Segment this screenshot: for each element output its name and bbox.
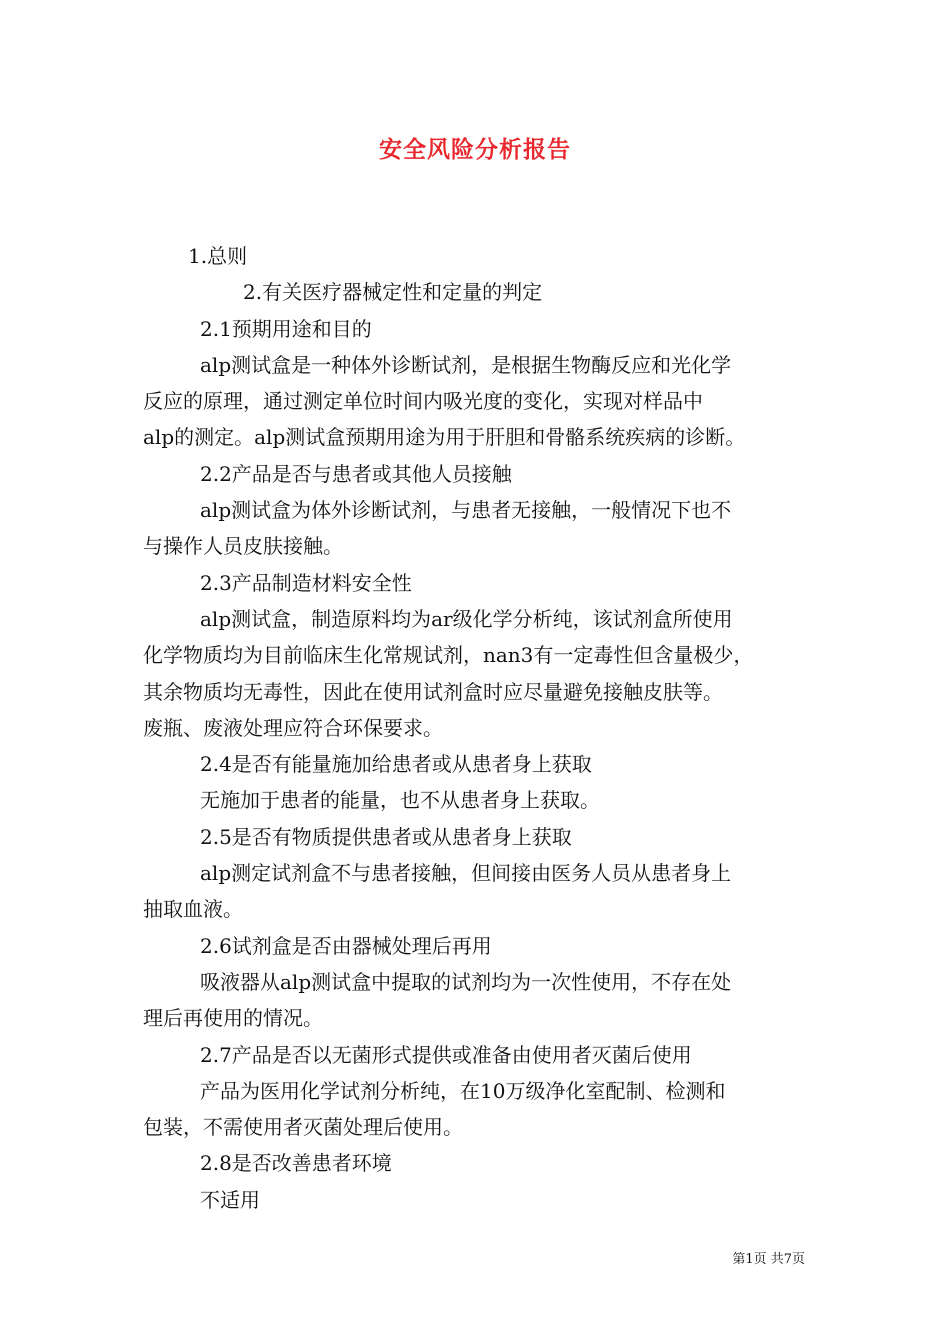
subsection-heading-2-8: 2.8是否改善患者环境 (200, 1151, 392, 1176)
paragraph-line: alp测试盒，制造原料均为ar级化学分析纯，该试剂盒所使用 (200, 606, 733, 631)
paragraph-line: 无施加于患者的能量，也不从患者身上获取。 (200, 788, 600, 813)
subsection-heading-2-3: 2.3产品制造材料安全性 (200, 570, 412, 595)
subsection-heading-2-5: 2.5是否有物质提供患者或从患者身上获取 (200, 824, 572, 849)
paragraph-line: 反应的原理，通过测定单位时间内吸光度的变化，实现对样品中 (143, 389, 703, 414)
paragraph-2-4 (143, 782, 811, 818)
paragraph-2-1 (143, 347, 811, 456)
paragraph-2-7 (143, 1073, 811, 1146)
paragraph-line: alp测试盒为体外诊断试剂，与患者无接触，一般情况下也不 (200, 498, 732, 523)
paragraph-2-2 (143, 492, 811, 565)
paragraph-line: 包装，不需使用者灭菌处理后使用。 (143, 1115, 463, 1140)
subsection-heading-2-6: 2.6试剂盒是否由器械处理后再用 (200, 933, 492, 958)
paragraph-line: 产品为医用化学试剂分析纯，在10万级净化室配制、检测和 (200, 1078, 726, 1103)
paragraph-line: 与操作人员皮肤接触。 (143, 534, 343, 559)
paragraph-2-6 (143, 964, 811, 1037)
paragraph-line: 吸液器从alp测试盒中提取的试剂均为一次性使用，不存在处 (200, 969, 732, 994)
paragraph-line: 抽取血液。 (143, 897, 243, 922)
subsection-heading-2-7: 2.7产品是否以无菌形式提供或准备由使用者灭菌后使用 (200, 1042, 692, 1067)
paragraph-line: 理后再使用的情况。 (143, 1006, 323, 1031)
paragraph-line: alp测试盒是一种体外诊断试剂，是根据生物酶反应和光化学 (200, 352, 732, 377)
section-heading-1: 1.总则 (188, 244, 248, 268)
section-heading-2: 2.有关医疗器械定性和定量的判定 (243, 280, 543, 305)
paragraph-2-3 (143, 601, 811, 746)
paragraph-line: 其余物质均无毒性，因此在使用试剂盒时应尽量避免接触皮肤等。 (143, 679, 723, 704)
paragraph-2-8 (143, 1182, 811, 1218)
paragraph-line: 废瓶、废液处理应符合环保要求。 (143, 715, 443, 740)
subsection-heading-2-2: 2.2产品是否与患者或其他人员接触 (200, 461, 512, 486)
subsection-heading-2-1: 2.1预期用途和目的 (200, 316, 372, 341)
document-title: 安全风险分析报告 (379, 136, 571, 163)
paragraph-line: 化学物质均为目前临床生化常规试剂，nan3有一定毒性但含量极少， (143, 643, 754, 668)
page-number-footer: 第1页 共7页 (732, 1252, 805, 1267)
paragraph-line: alp测定试剂盒不与患者接触，但间接由医务人员从患者身上 (200, 861, 732, 886)
subsection-heading-2-4: 2.4是否有能量施加给患者或从患者身上获取 (200, 752, 592, 777)
paragraph-line: 不适用 (200, 1187, 260, 1212)
paragraph-line: alp的测定。alp测试盒预期用途为用于肝胆和骨骼系统疾病的诊断。 (143, 425, 746, 450)
document-body (143, 238, 811, 1218)
paragraph-2-5 (143, 855, 811, 928)
